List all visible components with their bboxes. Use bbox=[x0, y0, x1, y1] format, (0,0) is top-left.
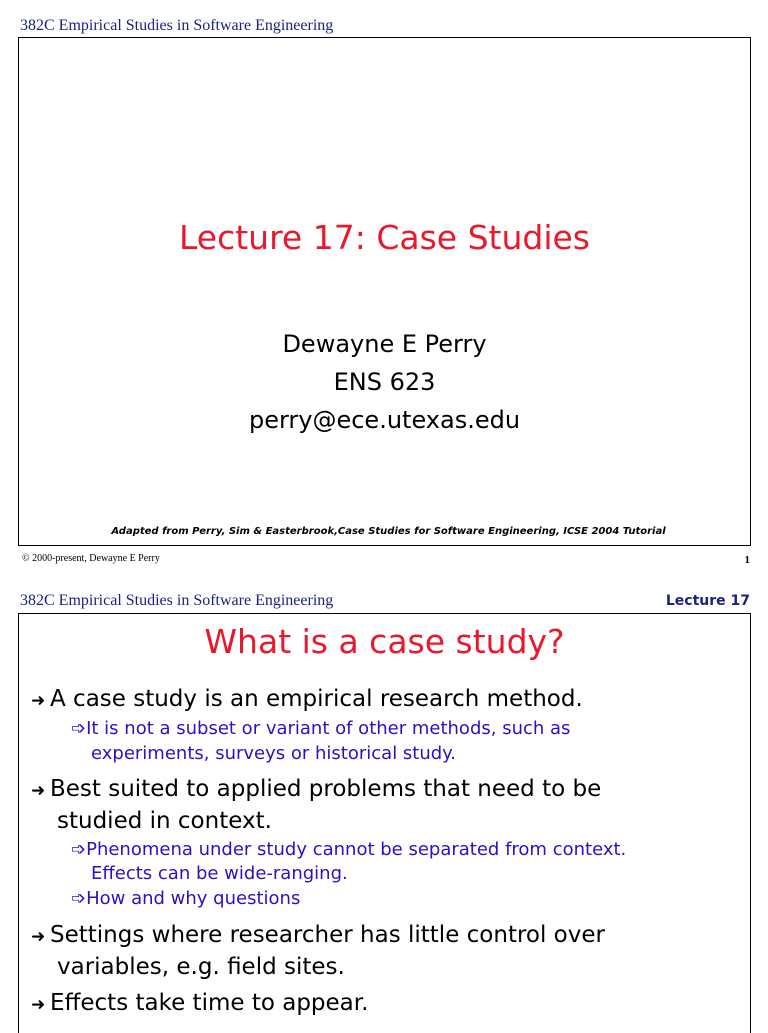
email-address: perry@ece.utexas.edu bbox=[248, 406, 521, 434]
right-arrow-icon: ➜ bbox=[31, 781, 46, 801]
course-header: 382C Empirical Studies in Software Engineering bbox=[20, 17, 334, 34]
right-arrow-icon: ➜ bbox=[31, 995, 46, 1015]
sub-bullet-2: ➩Phenomena under study cannot be separated from context. bbox=[71, 839, 627, 860]
sub-bullet-1-cont: experiments, surveys or historical study. bbox=[91, 743, 456, 764]
title-slide bbox=[18, 37, 751, 546]
bullet-3: ➜ Settings where researcher has little control over bbox=[31, 922, 605, 948]
bullet-2: ➜ Best suited to applied problems that need to be bbox=[31, 776, 602, 802]
slide-title: Lecture 17: Case Studies bbox=[178, 218, 590, 257]
outlined-arrow-icon: ➩ bbox=[71, 839, 87, 860]
sub-bullet-2-cont: Effects can be wide-ranging. bbox=[91, 863, 348, 884]
slide-2-title: What is a case study? bbox=[204, 622, 565, 661]
credit-note: Adapted from Perry, Sim & Easterbrook,Case Studies for Software Engineering, ICSE 2004 Tutorial bbox=[111, 526, 666, 537]
course-header-2: 382C Empirical Studies in Software Engineering bbox=[20, 592, 334, 609]
lecture-tag: Lecture 17 bbox=[665, 593, 750, 609]
outlined-arrow-icon: ➩ bbox=[71, 888, 87, 909]
sub-bullet-1: ➩It is not a subset or variant of other methods, such as bbox=[71, 718, 571, 739]
bullet-4: ➜ Effects take time to appear. bbox=[31, 990, 369, 1016]
copyright-notice: © 2000-present, Dewayne E Perry bbox=[22, 553, 160, 564]
bullet-3-cont: variables, e.g. field sites. bbox=[57, 954, 345, 980]
bullet-2-cont: studied in context. bbox=[57, 808, 272, 834]
content-slide bbox=[18, 613, 751, 1033]
office-location: ENS 623 bbox=[333, 368, 436, 396]
right-arrow-icon: ➜ bbox=[31, 691, 46, 711]
right-arrow-icon: ➜ bbox=[31, 927, 46, 947]
outlined-arrow-icon: ➩ bbox=[71, 718, 87, 739]
page-number: 1 bbox=[744, 554, 750, 566]
author-name: Dewayne E Perry bbox=[282, 330, 487, 358]
bullet-1: ➜ A case study is an empirical research method. bbox=[31, 686, 583, 712]
sub-bullet-3: ➩How and why questions bbox=[71, 888, 301, 909]
